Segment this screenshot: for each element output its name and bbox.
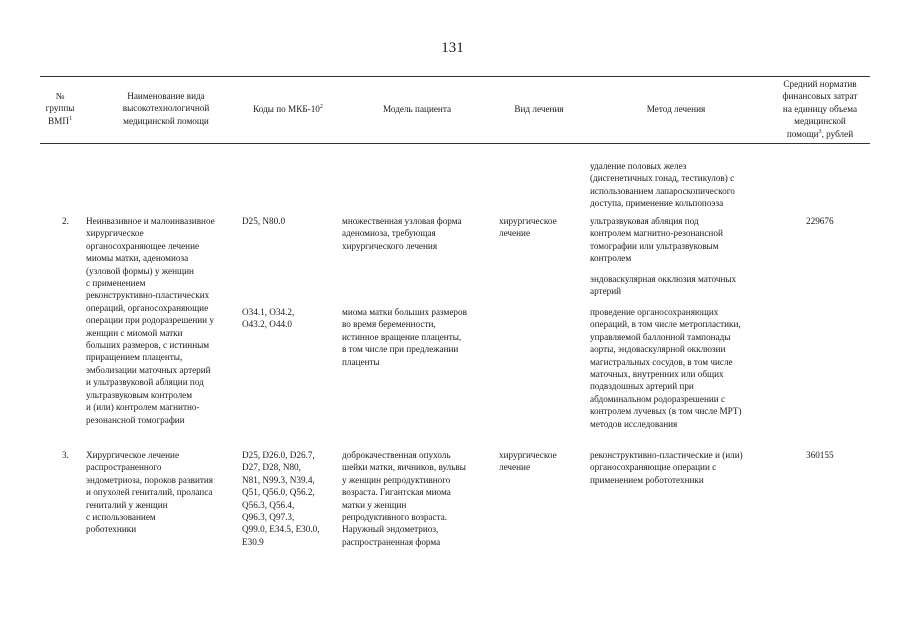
header-top-rule bbox=[40, 76, 870, 77]
row2-codes-b: O34.1, O34.2, O43.2, O44.0 bbox=[242, 307, 295, 330]
row3-number: 3. bbox=[62, 450, 69, 460]
header-col-codes: Коды по МКБ-$10^2$ bbox=[253, 103, 323, 114]
page-number: 131 bbox=[441, 40, 464, 56]
row2-method-c: проведение органосохраняющих операций, в том числе метропластики, управляемой баллонной тампонады аорты, эндоваскулярной окклюзии магистральных сосудов, в том числе маточных, внутренних или общих подвздошных артерий при абдоминальном родоразрешении с контролем лучевых (в том числе МРТ) методов исследования bbox=[590, 307, 742, 429]
header-col-cost: Средний норматив финансовых затрат на единицу объема медицинской помощи$^3$, рублей bbox=[782, 79, 858, 139]
row2-cost: 229676 bbox=[806, 216, 834, 226]
header-bottom-rule bbox=[40, 143, 870, 144]
row3-codes: D25, D26.0, D26.7, D27, D28, N80, N81, N99.3, N39.4, Q51, Q56.0, Q56.2, Q56.3, Q56.4, Q96.3, Q97.3, Q99.0, E34.5, E30.0, E30.9 bbox=[242, 450, 320, 547]
row2-type: хирургическое лечение bbox=[499, 216, 557, 239]
row2-codes-a: D25, N80.0 bbox=[242, 216, 286, 226]
row2-model-a: множественная узловая форма аденомиоза, требующая хирургического лечения bbox=[342, 216, 462, 251]
row2-method-b: эндоваскулярная окклюзия маточных артерий bbox=[590, 274, 737, 297]
header-col-type: Вид лечения bbox=[514, 104, 564, 114]
row2-model-b: миома матки больших размеров во время беременности, истинное вращение плаценты, в том числе при предлежании плаценты bbox=[342, 307, 467, 367]
cont-method: удаление половых желез (дисгенетичных гонад, тестикулов) с использованием лапароскопического доступа, применение кольпопоэза bbox=[590, 161, 735, 209]
row3-model: доброкачественная опухоль шейки матки, яичников, вульвы у женщин репродуктивного возраста. Гигантская миома матки у женщин репродуктивного возраста. Наружный эндометриоз, распространенная форма bbox=[342, 450, 466, 547]
header-col-model: Модель пациента bbox=[382, 104, 452, 114]
row3-type: хирургическое лечение bbox=[499, 450, 557, 473]
row2-method-a: ультразвуковая абляция под контролем магнитно-резонансной томографии или ультразвуковым контролем bbox=[590, 216, 723, 264]
row2-number: 2. bbox=[62, 216, 69, 226]
header-col-number: № группы ВМП$^1$ bbox=[45, 91, 75, 126]
row3-method: реконструктивно-пластические и (или) органосохраняющие операции с применением робототехники bbox=[590, 450, 743, 485]
row2-name: Неинвазивное и малоинвазивное хирургическое органосохраняющее лечение миомы матки, аденомиоза (узловой формы) у женщин с применением реконструктивно-пластических операций, органосохраняющие операции при родоразрешении у женщин с миомой матки больших размеров, с истинным приращением плаценты, эмболизации маточных артерий и ультразвуковой абляции под ультразвуковым контролем и (или) контролем магнитно- резонансной томографии bbox=[86, 216, 215, 425]
row3-name: Хирургическое лечение распространенного эндометриоза, пороков развития и опухолей гениталий, пролапса гениталий у женщин с использованием роботехники bbox=[86, 450, 214, 535]
header-col-method: Метод лечения bbox=[646, 104, 706, 114]
header-col-name: Наименование вида высокотехнологичной медицинской помощи bbox=[122, 91, 210, 126]
row3-cost: 360155 bbox=[806, 450, 834, 460]
